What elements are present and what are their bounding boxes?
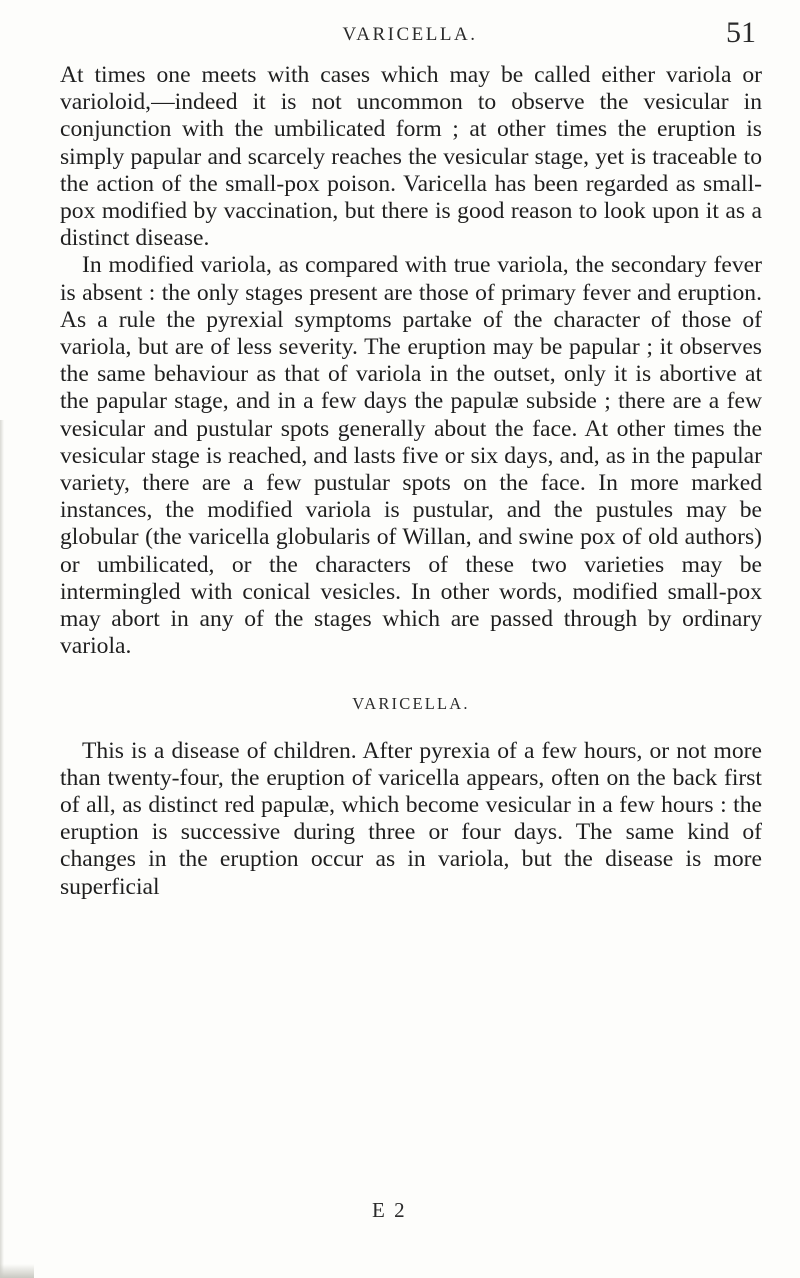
signature-mark: E 2 bbox=[372, 1198, 407, 1222]
paragraph-varioloid: At times one meets with cases which may be called either variola or varioloid,—indeed it is not uncommon to observe the vesicular in conjunction with the umbilicated form ; at other times the eruption is simply papular and scarcely reaches the vesicular stage, yet is traceable to the action of the small-pox poison. Varicella has been regarded as small-pox modified by vaccination, but there is good reason to look upon it as a distinct disease. bbox=[60, 62, 762, 252]
body-text bbox=[60, 62, 762, 901]
section-heading: VARICELLA. bbox=[352, 694, 470, 714]
paragraph-modified-variola: In modified variola, as compared with true variola, the secondary fever is absent : the only stages present are those of primary fever and eruption. As a rule the pyrexial symptoms partake of the character of those of variola, but are of less severity. The eruption may be papular ; it observes the same behaviour as that of variola in the outset, only it is abortive at the papular stage, and in a few days the papulæ subside ; there are a few vesicular and pustular spots generally about the face. At other times the vesicular stage is reached, and lasts five or six days, and, as in the papular variety, there are a few pustular spots on the face. In more marked instances, the modified variola is pustular, and the pustules may be globular (the varicella globularis of Willan, and swine pox of old authors) or umbilicated, or the characters of these two varieties may be intermingled with conical vesicles. In other words, modified small-pox may abort in any of the stages which are passed through by ordinary variola. bbox=[60, 252, 762, 660]
binding-edge bbox=[0, 420, 4, 1278]
corner-shadow bbox=[0, 1264, 34, 1278]
page-number: 51 bbox=[726, 16, 756, 49]
running-head bbox=[60, 14, 760, 54]
paragraph-varicella: This is a disease of children. After pyrexia of a few hours, or not more than twenty-four, the eruption of varicella appears, often on the back first of all, as distinct red papulæ, which become vesicular in a few hours : the eruption is successive during three or four days. The same kind of changes in the eruption occur as in variola, but the disease is more superficial bbox=[60, 737, 762, 900]
running-title: VARICELLA. bbox=[342, 24, 478, 45]
